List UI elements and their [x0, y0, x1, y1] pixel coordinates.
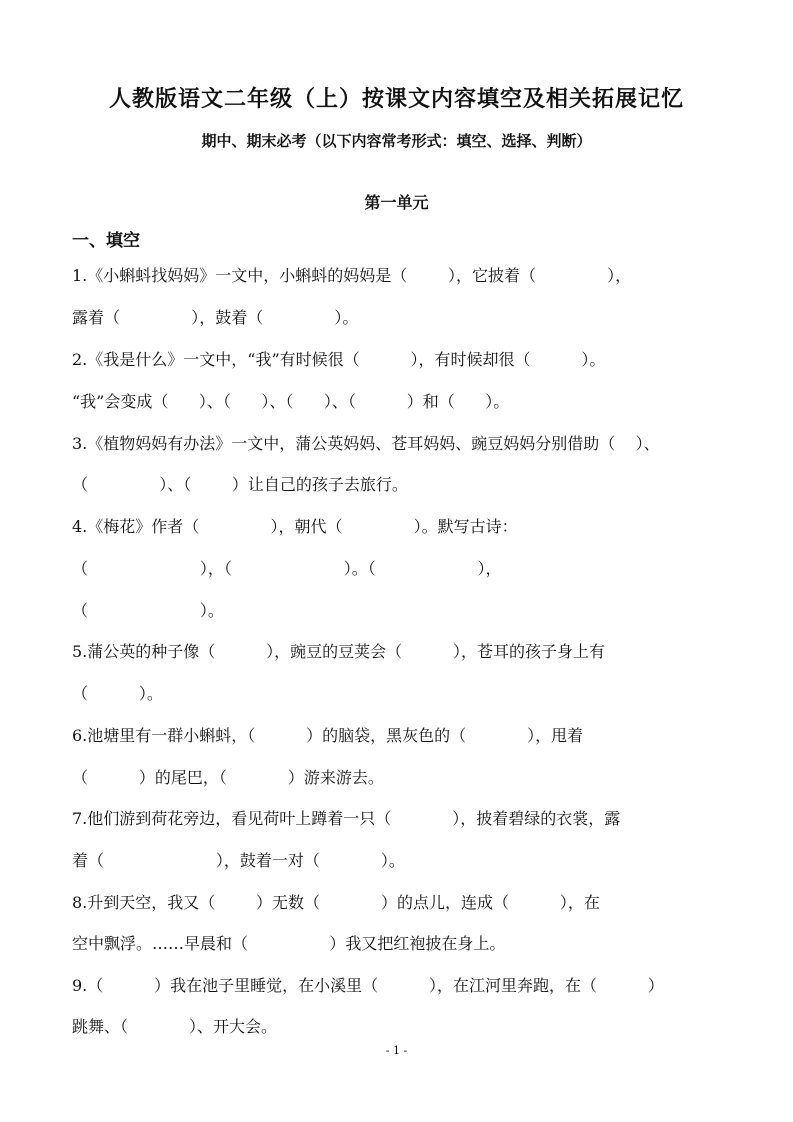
text-line: 1.《小蝌蚪找妈妈》一文中，小蝌蚪的妈妈是（ ），它披着（ ）， — [72, 266, 632, 285]
text-line: 2.《我是什么》一文中，“我”有时候很（ ），有时候却很（ ）。 — [72, 350, 606, 369]
text-line: （ ）。 — [72, 684, 163, 703]
unit-heading: 第一单元 — [364, 193, 429, 212]
text-line: “我”会变成（ ）、（ ）、（ ）、（ ）和（ ）。 — [72, 392, 510, 411]
text-line: 6.池塘里有一群小蝌蚪，（ ）的脑袋，黑灰色的（ ），甩着 — [72, 726, 584, 745]
text-line: （ ）。 — [72, 601, 224, 620]
text-line: 5.蒲公英的种子像（ ），豌豆的豆荚会（ ），苍耳的孩子身上有 — [72, 642, 605, 661]
text-line: 4.《梅花》作者（ ），朝代（ ）。默写古诗： — [72, 517, 518, 536]
text-line: 着（ ），鼓着一对（ ）。 — [72, 851, 405, 870]
text-line: 跳舞、（ ）、开大会。 — [72, 1017, 278, 1036]
text-line: 8.升到天空，我又（ ）无数（ ）的点儿，连成（ ），在 — [72, 893, 600, 912]
text-line: 9.（ ）我在池子里睡觉，在小溪里（ ），在江河里奔跑，在（ ） — [72, 976, 664, 995]
text-line: 露着（ ），鼓着（ ）。 — [72, 308, 359, 327]
section-heading: 一、填空 — [72, 231, 140, 251]
document-subtitle: 期中、期末必考（以下内容常考形式：填空、选择、判断） — [201, 132, 592, 150]
text-line: （ ）、（ ）让自己的孩子去旅行。 — [72, 475, 408, 494]
page-number: - 1 - — [385, 1044, 408, 1057]
text-line: 空中飘浮。……早晨和（ ）我又把红袍披在身上。 — [72, 934, 506, 953]
text-line: 7.他们游到荷花旁边，看见荷叶上蹲着一只（ ），披着碧绿的衣裳，露 — [72, 809, 621, 828]
document-title: 人教版语文二年级（上）按课文内容填空及相关拓展记忆 — [108, 86, 684, 112]
text-line: （ ），（ ）。（ ）， — [72, 559, 502, 578]
text-line: 3.《植物妈妈有办法》一文中，蒲公英妈妈、苍耳妈妈、豌豆妈妈分别借助（ ）、 — [72, 434, 660, 453]
text-line: （ ）的尾巴，（ ）游来游去。 — [72, 768, 384, 787]
